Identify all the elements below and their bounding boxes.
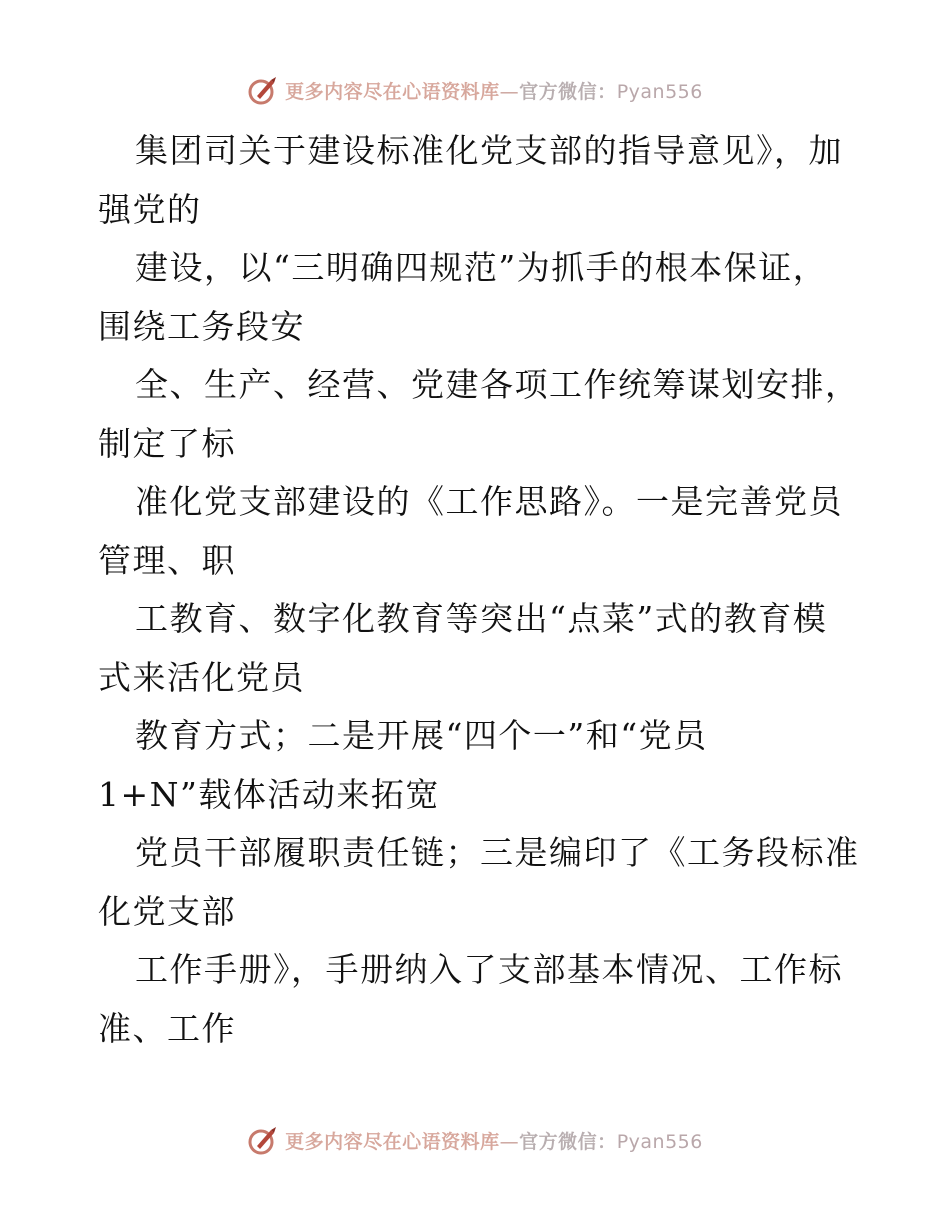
- watermark-wechat-id: Pyan556: [616, 1130, 703, 1153]
- paragraph: [98, 590, 858, 707]
- paragraph: [98, 122, 858, 239]
- paragraph: [98, 356, 858, 473]
- paragraph-line: 教育方式；二是开展“四个一”和“党员: [135, 716, 708, 755]
- watermark-main-text: 更多内容尽在心语资料库: [285, 1130, 500, 1153]
- paragraph-line: 化党支部: [98, 891, 236, 931]
- paragraph-line: 集团司关于建设标准化党支部的指导意见》，加: [135, 131, 843, 170]
- paragraph: [98, 941, 858, 1058]
- document-body: [98, 122, 858, 1058]
- paragraph-line: 准、工作: [98, 1008, 236, 1048]
- header-watermark: [0, 72, 950, 108]
- paragraph-line: 围绕工务段安: [98, 306, 305, 346]
- quill-logo-icon: [247, 1124, 279, 1156]
- quill-logo-icon: [247, 74, 279, 106]
- paragraph: [98, 239, 858, 356]
- paragraph-line: 强党的: [98, 189, 202, 229]
- watermark-main-text: 更多内容尽在心语资料库: [285, 80, 500, 103]
- paragraph-line: 建设，以“三明确四规范”为抓手的根本保证，: [135, 248, 828, 287]
- watermark-separator: —: [499, 80, 520, 103]
- paragraph-line: 准化党支部建设的《工作思路》。一是完善党员: [135, 482, 843, 521]
- paragraph-line: 1+N”载体活动来拓宽: [98, 774, 440, 814]
- paragraph-line: 式来活化党员: [98, 657, 305, 697]
- watermark-sub-text: 官方微信：: [519, 80, 617, 103]
- watermark-sub-text: 官方微信：: [519, 1130, 617, 1153]
- watermark-wechat-id: Pyan556: [616, 80, 703, 103]
- watermark-separator: —: [499, 1130, 520, 1153]
- paragraph-line: 全、生产、经营、党建各项工作统筹谋划安排，: [135, 365, 860, 404]
- footer-watermark: [0, 1122, 950, 1158]
- paragraph-line: 制定了标: [98, 423, 236, 463]
- paragraph: [98, 707, 858, 824]
- paragraph-line: 党员干部履职责任链；三是编印了《工务段标准: [135, 833, 860, 872]
- paragraph: [98, 473, 858, 590]
- paragraph-line: 工作手册》，手册纳入了支部基本情况、工作标: [135, 950, 843, 989]
- paragraph: [98, 824, 858, 941]
- paragraph-line: 工教育、数字化教育等突出“点菜”式的教育模: [135, 599, 828, 638]
- paragraph-line: 管理、职: [98, 540, 236, 580]
